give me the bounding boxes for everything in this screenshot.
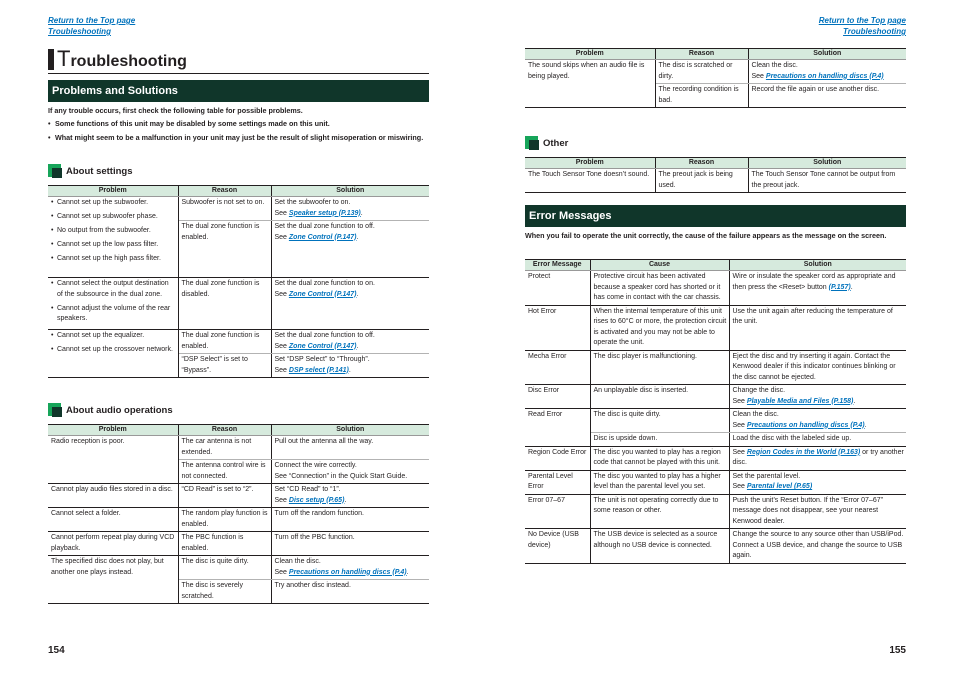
reason-cell: The disc is scratched or dirty. xyxy=(655,60,748,84)
table-row xyxy=(525,529,906,564)
section-square-icon xyxy=(525,136,539,150)
title-marker xyxy=(48,49,54,70)
error-message-cell: Disc Error xyxy=(525,385,590,409)
header-problem: Problem xyxy=(525,158,655,169)
reason-cell: “DSP Select” is set to “Bypass”. xyxy=(178,354,271,378)
table-row xyxy=(48,278,429,330)
error-message-cell: Region Code Error xyxy=(525,446,590,470)
table-row xyxy=(48,556,429,580)
about-audio-label: About audio operations xyxy=(66,404,173,416)
solution-cell: Turn off the PBC function. xyxy=(271,532,429,556)
cause-cell: An unplayable disc is inserted. xyxy=(590,385,729,409)
solution-cell: Set the subwoofer to on. See Speaker setup (P.139). xyxy=(271,197,429,221)
solution-cell: Turn off the random function. xyxy=(271,508,429,532)
problem-item: • Cannot set up the crossover network. xyxy=(51,345,176,356)
error-message-cell: Error 07–67 xyxy=(525,494,590,529)
title-initial: T xyxy=(57,46,71,71)
problem-cell: The sound skips when an audio file is being played. xyxy=(525,60,655,108)
solution-cell: Wire or insulate the speaker cord as appropriate and then press the <Reset> button (P.157). xyxy=(729,271,906,306)
cause-cell: Disc is upside down. xyxy=(590,433,729,447)
dsp-select-link[interactable]: DSP select (P.141) xyxy=(288,366,349,374)
continued-table xyxy=(525,48,906,108)
solution-cell: Use the unit again after reducing the temperature of the unit. xyxy=(729,305,906,350)
about-audio-heading xyxy=(48,403,173,417)
error-message-cell: Read Error xyxy=(525,409,590,447)
zone-control-link[interactable]: Zone Control (P.147) xyxy=(288,233,357,241)
header-problem: Problem xyxy=(48,186,178,197)
problem-cell: The Touch Sensor Tone doesn’t sound. xyxy=(525,169,655,193)
table-row xyxy=(48,197,429,221)
table-header xyxy=(525,49,906,60)
error-messages-heading: Error Messages xyxy=(525,205,906,227)
problem-item: • Cannot set up the equalizer. xyxy=(51,331,176,342)
other-heading xyxy=(525,136,568,150)
table-header xyxy=(525,158,906,169)
reason-cell: The antenna control wire is not connected. xyxy=(178,460,271,484)
cause-cell: When the internal temperature of this unit rises to 60°C or more, the protection circuit is activated and you may not be able to operate the unit. xyxy=(590,305,729,350)
problem-cell: Cannot perform repeat play during VCD playback. xyxy=(48,532,178,556)
solution-cell: Load the disc with the labeled side up. xyxy=(729,433,906,447)
solution-cell: Change the disc. See Playable Media and Files (P.158). xyxy=(729,385,906,409)
table-row xyxy=(48,484,429,508)
solution-cell: Pull out the antenna all the way. xyxy=(271,436,429,460)
page-number-left: 154 xyxy=(48,645,65,656)
cause-cell: The disc player is malfunctioning. xyxy=(590,350,729,385)
problem-item: • Cannot set up the subwoofer. xyxy=(51,198,176,209)
reason-cell: The random play function is enabled. xyxy=(178,508,271,532)
table-header xyxy=(48,186,429,197)
problem-item: • No output from the subwoofer. xyxy=(51,226,176,237)
solution-cell: Clean the disc. See Precautions on handling discs (P.4). xyxy=(271,556,429,580)
other-table xyxy=(525,157,906,193)
precautions-link[interactable]: Precautions on handling discs (P.4) xyxy=(746,421,865,429)
header-error-message: Error Message xyxy=(525,260,590,271)
problems-heading: Problems and Solutions xyxy=(48,80,429,102)
problem-cell: Cannot play audio files stored in a disc. xyxy=(48,484,178,508)
problem-cell: Cannot select a folder. xyxy=(48,508,178,532)
zone-control-link[interactable]: Zone Control (P.147) xyxy=(288,342,357,350)
error-message-cell: Mecha Error xyxy=(525,350,590,385)
reason-cell: The dual zone function is disabled. xyxy=(178,278,271,330)
solution-cell: Record the file again or use another disc. xyxy=(748,84,906,108)
troubleshooting-link[interactable]: Troubleshooting xyxy=(48,27,111,36)
cause-cell: The disc is quite dirty. xyxy=(590,409,729,433)
table-row xyxy=(525,446,906,470)
top-nav-right xyxy=(819,15,906,37)
problem-cell xyxy=(48,278,178,330)
problem-item: • Cannot adjust the volume of the rear speakers. xyxy=(51,304,176,325)
table-row xyxy=(48,436,429,460)
solution-cell: Set “DSP Select” to “Through”. See DSP select (P.141). xyxy=(271,354,429,378)
solution-cell: Eject the disc and try inserting it again. Contact the Kenwood dealer if this indicator continues blinking or the disc cannot be ejected. xyxy=(729,350,906,385)
page-title xyxy=(48,48,429,74)
error-message-cell: Hot Error xyxy=(525,305,590,350)
table-row xyxy=(525,350,906,385)
problems-intro: If any trouble occurs, first check the following table for possible problems. xyxy=(48,106,303,115)
reason-cell: The disc is quite dirty. xyxy=(178,556,271,580)
header-problem: Problem xyxy=(48,425,178,436)
section-square-icon xyxy=(48,403,62,417)
return-top-link[interactable]: Return to the Top page xyxy=(48,16,136,25)
header-problem: Problem xyxy=(525,49,655,60)
table-row xyxy=(48,330,429,354)
reset-page-link[interactable]: (P.157) xyxy=(828,283,851,291)
problem-item: • Cannot select the output destination of the subsource in the dual zone. xyxy=(51,279,176,300)
settings-table xyxy=(48,185,429,378)
table-row xyxy=(525,494,906,529)
audio-table xyxy=(48,424,429,604)
about-settings-heading xyxy=(48,164,133,178)
top-nav-left xyxy=(48,15,135,37)
table-row xyxy=(48,532,429,556)
table-row xyxy=(525,60,906,84)
reason-cell: The dual zone function is enabled. xyxy=(178,221,271,278)
table-header xyxy=(525,260,906,271)
problem-item: • Cannot set up subwoofer phase. xyxy=(51,212,176,223)
solution-cell: Push the unit’s Reset button. If the “Error 07–67” message does not disappear, see your nearest Kenwood dealer. xyxy=(729,494,906,529)
table-row xyxy=(48,508,429,532)
error-table xyxy=(525,259,906,564)
table-row xyxy=(525,305,906,350)
other-label: Other xyxy=(543,137,569,149)
problem-cell: Radio reception is poor. xyxy=(48,436,178,484)
cause-cell: The disc you wanted to play has a higher level than the parental level you set. xyxy=(590,470,729,494)
reason-cell: The car antenna is not extended. xyxy=(178,436,271,460)
reason-cell: The recording condition is bad. xyxy=(655,84,748,108)
playable-media-link[interactable]: Playable Media and Files (P.158) xyxy=(746,397,854,405)
problem-item: • Cannot set up the high pass filter. xyxy=(51,254,176,265)
error-intro: When you fail to operate the unit correctly, the cause of the failure appears as the message on the screen. xyxy=(525,231,887,240)
problem-cell: The specified disc does not play, but another one plays instead. xyxy=(48,556,178,604)
header-solution: Solution xyxy=(271,425,429,436)
reason-cell: The preout jack is being used. xyxy=(655,169,748,193)
solution-cell: Set “CD Read” to “1”. See Disc setup (P.65). xyxy=(271,484,429,508)
speaker-setup-link[interactable]: Speaker setup (P.139) xyxy=(288,209,361,217)
problems-note-2: • What might seem to be a malfunction in your unit may just be the result of slight misoperation or miswiring. xyxy=(48,133,429,144)
solution-cell: Change the source to any source other than USB/iPod. Connect a USB device, and change the source to USB again. xyxy=(729,529,906,564)
solution-cell: Clean the disc. See Precautions on handling discs (P.4) xyxy=(748,60,906,84)
solution-cell: Set the dual zone function to on. See Zone Control (P.147). xyxy=(271,278,429,330)
cause-cell: The disc you wanted to play has a region code that cannot be played with this unit. xyxy=(590,446,729,470)
problems-note-1: • Some functions of this unit may be disabled by some settings made on this unit. xyxy=(48,119,429,130)
problem-cell xyxy=(48,197,178,278)
parental-level-link[interactable]: Parental level (P.65) xyxy=(746,483,813,490)
error-message-cell: Parental Level Error xyxy=(525,470,590,494)
title-rest: roubleshooting xyxy=(70,53,187,70)
return-top-link[interactable]: Return to the Top page xyxy=(818,16,906,25)
header-solution: Solution xyxy=(729,260,906,271)
cause-cell: The USB device is selected as a source although no USB device is connected. xyxy=(590,529,729,564)
header-solution: Solution xyxy=(271,186,429,197)
table-row xyxy=(525,169,906,193)
header-solution: Solution xyxy=(748,49,906,60)
reason-cell: The disc is severely scratched. xyxy=(178,580,271,604)
header-solution: Solution xyxy=(748,158,906,169)
header-reason: Reason xyxy=(655,49,748,60)
reason-cell: The dual zone function is enabled. xyxy=(178,330,271,354)
solution-cell: The Touch Sensor Tone cannot be output from the preout jack. xyxy=(748,169,906,193)
reason-cell: The PBC function is enabled. xyxy=(178,532,271,556)
problem-item: • Cannot set up the low pass filter. xyxy=(51,240,176,251)
reason-cell: Subwoofer is not set to on. xyxy=(178,197,271,221)
cause-cell: Protective circuit has been activated because a speaker cord has shorted or it has come in contact with the car chassis. xyxy=(590,271,729,306)
table-row xyxy=(525,385,906,409)
about-settings-label: About settings xyxy=(66,165,133,177)
table-row xyxy=(525,409,906,433)
error-message-cell: No Device (USB device) xyxy=(525,529,590,564)
page-number-right: 155 xyxy=(889,645,906,656)
disc-setup-link[interactable]: Disc setup (P.65) xyxy=(288,496,345,504)
precautions-link[interactable]: Precautions on handling discs (P.4) xyxy=(765,72,884,80)
solution-cell: Clean the disc. See Precautions on handling discs (P.4). xyxy=(729,409,906,433)
header-reason: Reason xyxy=(655,158,748,169)
table-row xyxy=(525,271,906,306)
cause-cell: The unit is not operating correctly due to some reason or other. xyxy=(590,494,729,529)
solution-cell: Try another disc instead. xyxy=(271,580,429,604)
header-reason: Reason xyxy=(178,425,271,436)
header-cause: Cause xyxy=(590,260,729,271)
precautions-link[interactable]: Precautions on handling discs (P.4) xyxy=(288,568,407,576)
solution-cell: Connect the wire correctly. See “Connection” in the Quick Start Guide. xyxy=(271,460,429,484)
header-reason: Reason xyxy=(178,186,271,197)
problem-cell xyxy=(48,330,178,378)
table-row xyxy=(525,470,906,494)
solution-cell: Set the parental level. See Parental level (P.65) xyxy=(729,470,906,494)
error-message-cell: Protect xyxy=(525,271,590,306)
section-square-icon xyxy=(48,164,62,178)
solution-cell: Set the dual zone function to off. See Zone Control (P.147). xyxy=(271,330,429,354)
troubleshooting-link[interactable]: Troubleshooting xyxy=(843,27,906,36)
table-header xyxy=(48,425,429,436)
reason-cell: “CD Read” is set to “2”. xyxy=(178,484,271,508)
solution-cell: Set the dual zone function to off. See Zone Control (P.147). xyxy=(271,221,429,278)
solution-cell: See Region Codes in the World (P.163) or try another disc. xyxy=(729,446,906,470)
region-codes-link[interactable]: Region Codes in the World (P.163) xyxy=(746,448,861,456)
zone-control-link[interactable]: Zone Control (P.147) xyxy=(288,290,357,298)
